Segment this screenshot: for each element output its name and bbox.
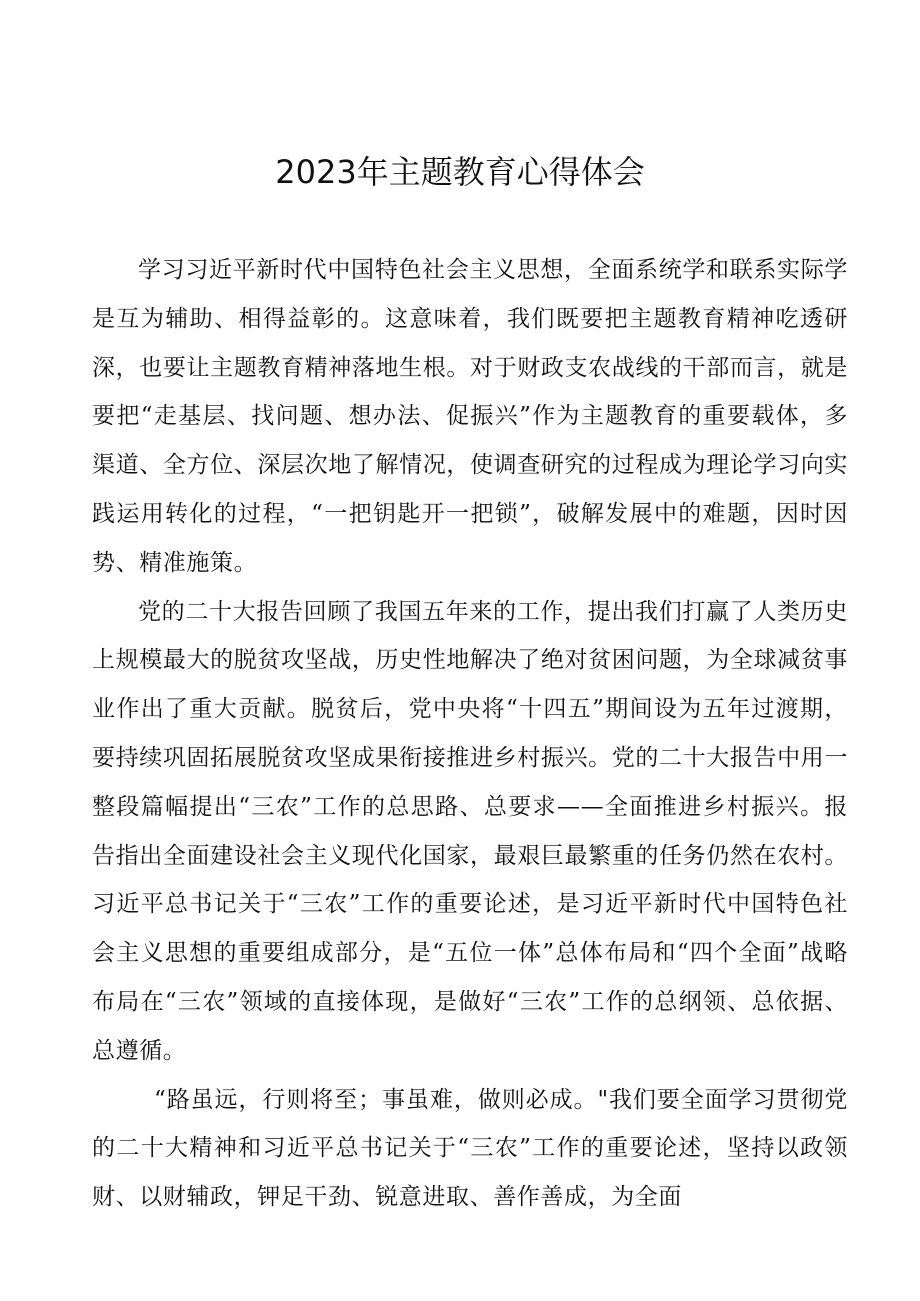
document-body xyxy=(92,246,848,1222)
paragraph-2: 党的二十大报告回顾了我国五年来的工作，提出我们打赢了人类历史上规模最大的脱贫攻坚战，历史性地解决了绝对贫困问题，为全球减贫事业作出了重大贡献。脱贫后，党中央将“十四五”期间设为五年过渡期，要持续巩固拓展脱贫攻坚成果衔接推进乡村振兴。党的二十大报告中用一整段篇幅提出“三农”工作的总思路、总要求——全面推进乡村振兴。报告指出全面建设社会主义现代化国家，最艰巨最繁重的任务仍然在农村。习近平总书记关于“三农”工作的重要论述，是习近平新时代中国特色社会主义思想的重要组成部分，是“五位一体”总体布局和“四个全面”战略布局在“三农”领域的直接体现，是做好“三农”工作的总纲领、总依据、总遵循。 xyxy=(92,598,848,1064)
paragraph-3: “路虽远，行则将至；事虽难，做则必成。"我们要全面学习贯彻党的二十大精神和习近平总书记关于“三农”工作的重要论述，坚持以政领财、以财辅政，钾足干劲、锐意进取、善作善成，为全面 xyxy=(92,1086,848,1211)
paragraph-1: 学习习近平新时代中国特色社会主义思想，全面系统学和联系实际学是互为辅助、相得益彰的。这意味着，我们既要把主题教育精神吃透研深，也要让主题教育精神落地生根。对于财政支农战线的干部而言，就是要把“走基层、找问题、想办法、促振兴”作为主题教育的重要载体，多渠道、全方位、深层次地了解情况，使调查研究的过程成为理论学习向实践运用转化的过程，“一把钥匙开一把锁”，破解发展中的难题，因时因势、精准施策。 xyxy=(92,257,848,576)
document-title: 2023年主题教育心得体会 xyxy=(275,153,645,191)
